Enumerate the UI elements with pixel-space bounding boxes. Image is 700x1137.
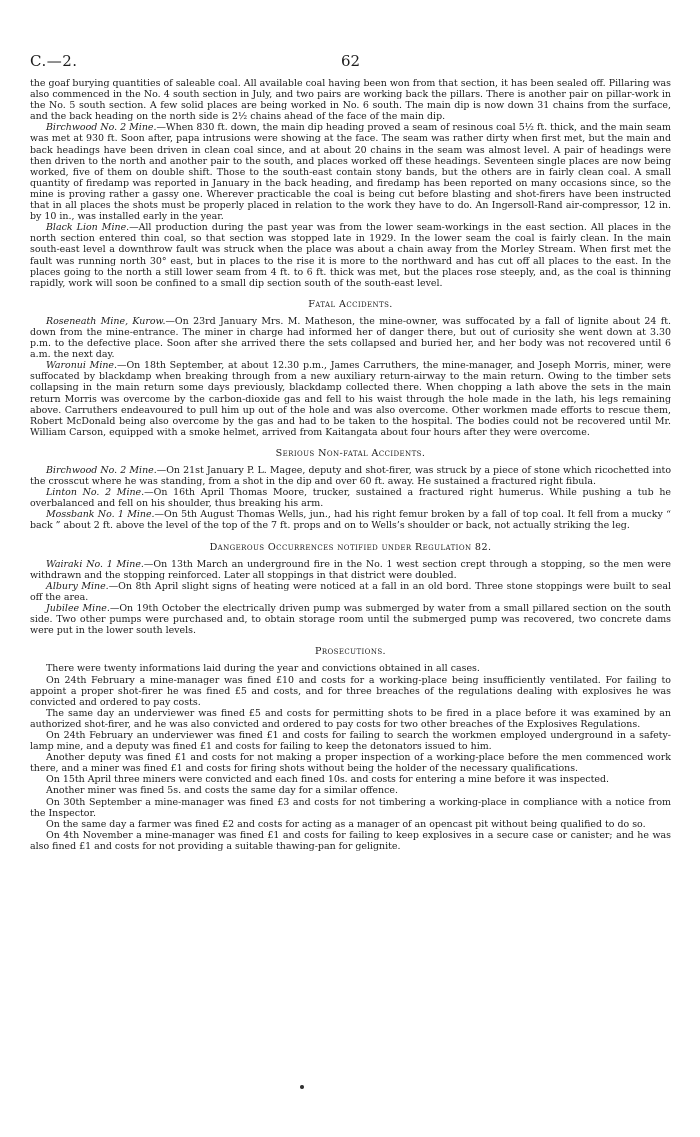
mine-name: Birchwood No. 2 Mine.: [46, 465, 157, 476]
paragraph: On 4th November a mine-manager was fined £1 and costs for failing to keep explosives in a secure case or canister; and he was also fined £1 and costs for not providing a suitable thawing-pan for gelignite.: [30, 829, 671, 852]
paragraph: Black Lion Mine.—All production during the past year was from the lower seam-workings in the east section. All places in the north section entered thin coal, so that section was stopped late in 1929. In the lower seam the coal is fairly clean. In the main south-east level a downthrow fault was struck when the place was about a chain away from the Morley Stream. When first met the fault was running north 30° east, but in places to the rise it is more to the northward and has cut off all places to the east. In the places going to the north a still lower seam from 4 ft. to 6 ft. thick was met, but the places rose steeply, and, as the coal is thinning rapidly, work will soon be confined to a small dip section south of the south-east level.: [30, 222, 671, 289]
paragraph: Waronui Mine.—On 18th September, at about 12.30 p.m., James Carruthers, the mine-manager, and Joseph Morris, miner, were suffocated by blackdamp when breaking through from a new auxiliary return-airway to the main return. Owing to the timber sets collapsing in the main return some days previously, blackdamp collected there. When chopping a lath above the sets in the main return Morris was overcome by the carbon-dioxide gas and fell to his waist through the hole made in the lath, his legs remaining above. Carruthers endeavoured to pull him up out of the hole and was also overcome. Other workmen made efforts to rescue them, Robert McDonald being also overcome by the gas and had to be taken to the hospital. The bodies could not be recovered until Mr. William Carson, equipped with a smoke helmet, arrived from Kaitangata about four hours after they were overcome.: [30, 360, 671, 438]
paragraph: Birchwood No. 2 Mine.—When 830 ft. down, the main dip heading proved a seam of resinous coal 5½ ft. thick, and the main seam was met at 930 ft. Soon after, papa intrusions were showing at the face. The seam was rather dirty when first met, but the main and back headings have been driven in clean coal since, and at about 20 chains in the seam was almost level. A pair of headings were then driven to the north and another pair to the south, and places worked off these headings. Seventeen single places are now being worked, five of them on double shift. Those to the south-east contain stony bands, but the others are in fairly clean coal. A small quantity of firedamp was reported in January in the back heading, and firedamp has been reported on many occasions since, so the mine is proving rather a gassy one. Wherever practicable the coal is being cut before blasting and shot-firers have been instructed that in all places the shots must be properly placed in relation to the work they have to do. An Ingersoll-Rand air-compressor, 12 in. by 10 in., was installed early in the year.: [30, 122, 671, 223]
paragraph: On 24th February an underviewer was fined £1 and costs for failing to search the workmen employed underground in a safety-lamp mine, and a deputy was fined £1 and costs for failing to keep the detonators issued to him.: [30, 729, 671, 753]
section-heading-non-fatal-accidents: Serious Non-fatal Accidents.: [275, 447, 426, 459]
mine-name: Linton No. 2 Mine.: [46, 487, 145, 499]
paragraph: Another miner was fined 5s. and costs the same day for a similar offence.: [46, 785, 398, 797]
mine-name: Jubilee Mine.: [46, 603, 110, 615]
page-dot-mark: [300, 1085, 304, 1089]
document-reference: C.—2.: [30, 52, 78, 70]
document-body: [30, 78, 671, 852]
page-number: 62: [340, 52, 361, 70]
paragraph: Birchwood No. 2 Mine.—On 21st January P. L. Magee, deputy and shot-firer, was struck by a piece of stone which ricochetted into the crosscut where he was standing, from a shot in the dip and over 60 ft. away. He sustained a fractured right fibula.: [30, 465, 671, 488]
paragraph: Jubilee Mine.—On 19th October the electrically driven pump was submerged by water from a small pillared section on the south side. Two other pumps were purchased and, to obtain storage room until the submerged pump was recovered, two concrete dams were put in the lower south levels.: [30, 603, 671, 637]
mine-name: Wairaki No. 1 Mine.: [46, 558, 144, 570]
paragraph: On 15th April three miners were convicted and each fined 10s. and costs for entering a mine before it was inspected.: [46, 774, 610, 786]
paragraph: Wairaki No. 1 Mine.—On 13th March an underground fire in the No. 1 west section crept through a stopping, so the men were withdrawn and the stopping reinforced. Later all stoppings in that district were doubled.: [30, 558, 671, 581]
paragraph: Mossbank No. 1 Mine.—On 5th August Thomas Wells, jun., had his right femur broken by a fall of top coal. It fell from a mucky “ back ” about 2 ft. above the level of the top of the 7 ft. props and on to Wells’s shoulder or back, not actually striking the leg.: [30, 509, 671, 532]
running-header: [30, 52, 671, 78]
paragraph: the goaf burying quantities of saleable coal. All available coal having been won from that section, it has been sealed off. Pillaring was also commenced in the No. 4 south section in July, and two pairs are working back the pillars. There is another pair on pillar-work in the No. 5 south section. A few solid places are being worked in No. 6 south. The main dip is now down 31 chains from the surface, and the back heading on the north side is 2½ chains ahead of the face of the main dip.: [30, 78, 671, 123]
paragraph: On 30th September a mine-manager was fined £3 and costs for not timbering a working-place in compliance with a notice from the Inspector.: [30, 796, 671, 819]
paragraph: The same day an underviewer was fined £5 and costs for permitting shots to be fired in a place before it was examined by an authorized shot-firer, and he was also convicted and ordered to pay costs for two other breaches of the Explosives Regulations.: [30, 707, 671, 730]
section-heading-prosecutions: Prosecutions.: [315, 646, 386, 658]
section-heading-dangerous-occurrences: Dangerous Occurrences notified under Regulation 82.: [209, 541, 492, 553]
document-page: [30, 52, 671, 852]
paragraph: On 24th February a mine-manager was fined £10 and costs for a working-place being insufficiently ventilated. For failing to appoint a proper shot-firer he was fined £5 and costs, and for three breaches of the regulations dealing with explosives he was convicted and ordered to pay costs.: [30, 674, 671, 708]
mine-name: Mossbank No. 1 Mine.: [46, 509, 155, 521]
mine-name: Birchwood No. 2 Mine.: [46, 122, 157, 134]
paragraph: Linton No. 2 Mine.—On 16th April Thomas Moore, trucker, sustained a fractured right humerus. While pushing a tub he overbalanced and fell on his shoulder, thus breaking his arm.: [30, 487, 671, 510]
section-heading-fatal-accidents: Fatal Accidents.: [308, 298, 393, 310]
mine-name: Roseneath Mine, Kurow.: [46, 315, 166, 327]
mine-name: Waronui Mine.: [46, 360, 117, 372]
paragraph: On the same day a farmer was fined £2 and costs for acting as a manager of an opencast pit without being qualified to do so.: [46, 818, 646, 830]
mine-name: Black Lion Mine.: [46, 222, 130, 234]
paragraph: Albury Mine.—On 8th April slight signs of heating were noticed at a fall in an old bord. Three stone stoppings were built to seal off the area.: [30, 580, 671, 603]
paragraph: Another deputy was fined £1 and costs for not making a proper inspection of a working-place before the men commenced work there, and a miner was fined £1 and costs for firing shots without being the holder of the necessary qualifications.: [30, 752, 671, 775]
paragraph: There were twenty informations laid during the year and convictions obtained in all cases.: [46, 663, 480, 675]
mine-name: Albury Mine.: [46, 580, 109, 592]
paragraph: Roseneath Mine, Kurow.—On 23rd January Mrs. M. Matheson, the mine-owner, was suffocated by a fall of lignite about 24 ft. down from the mine-entrance. The miner in charge had informed her of danger there, but out of curiosity she went down at 3.30 p.m. to the defective place. Soon after she arrived there the sets collapsed and buried her, and her body was not recovered until 6 a.m. the next day.: [30, 315, 671, 361]
